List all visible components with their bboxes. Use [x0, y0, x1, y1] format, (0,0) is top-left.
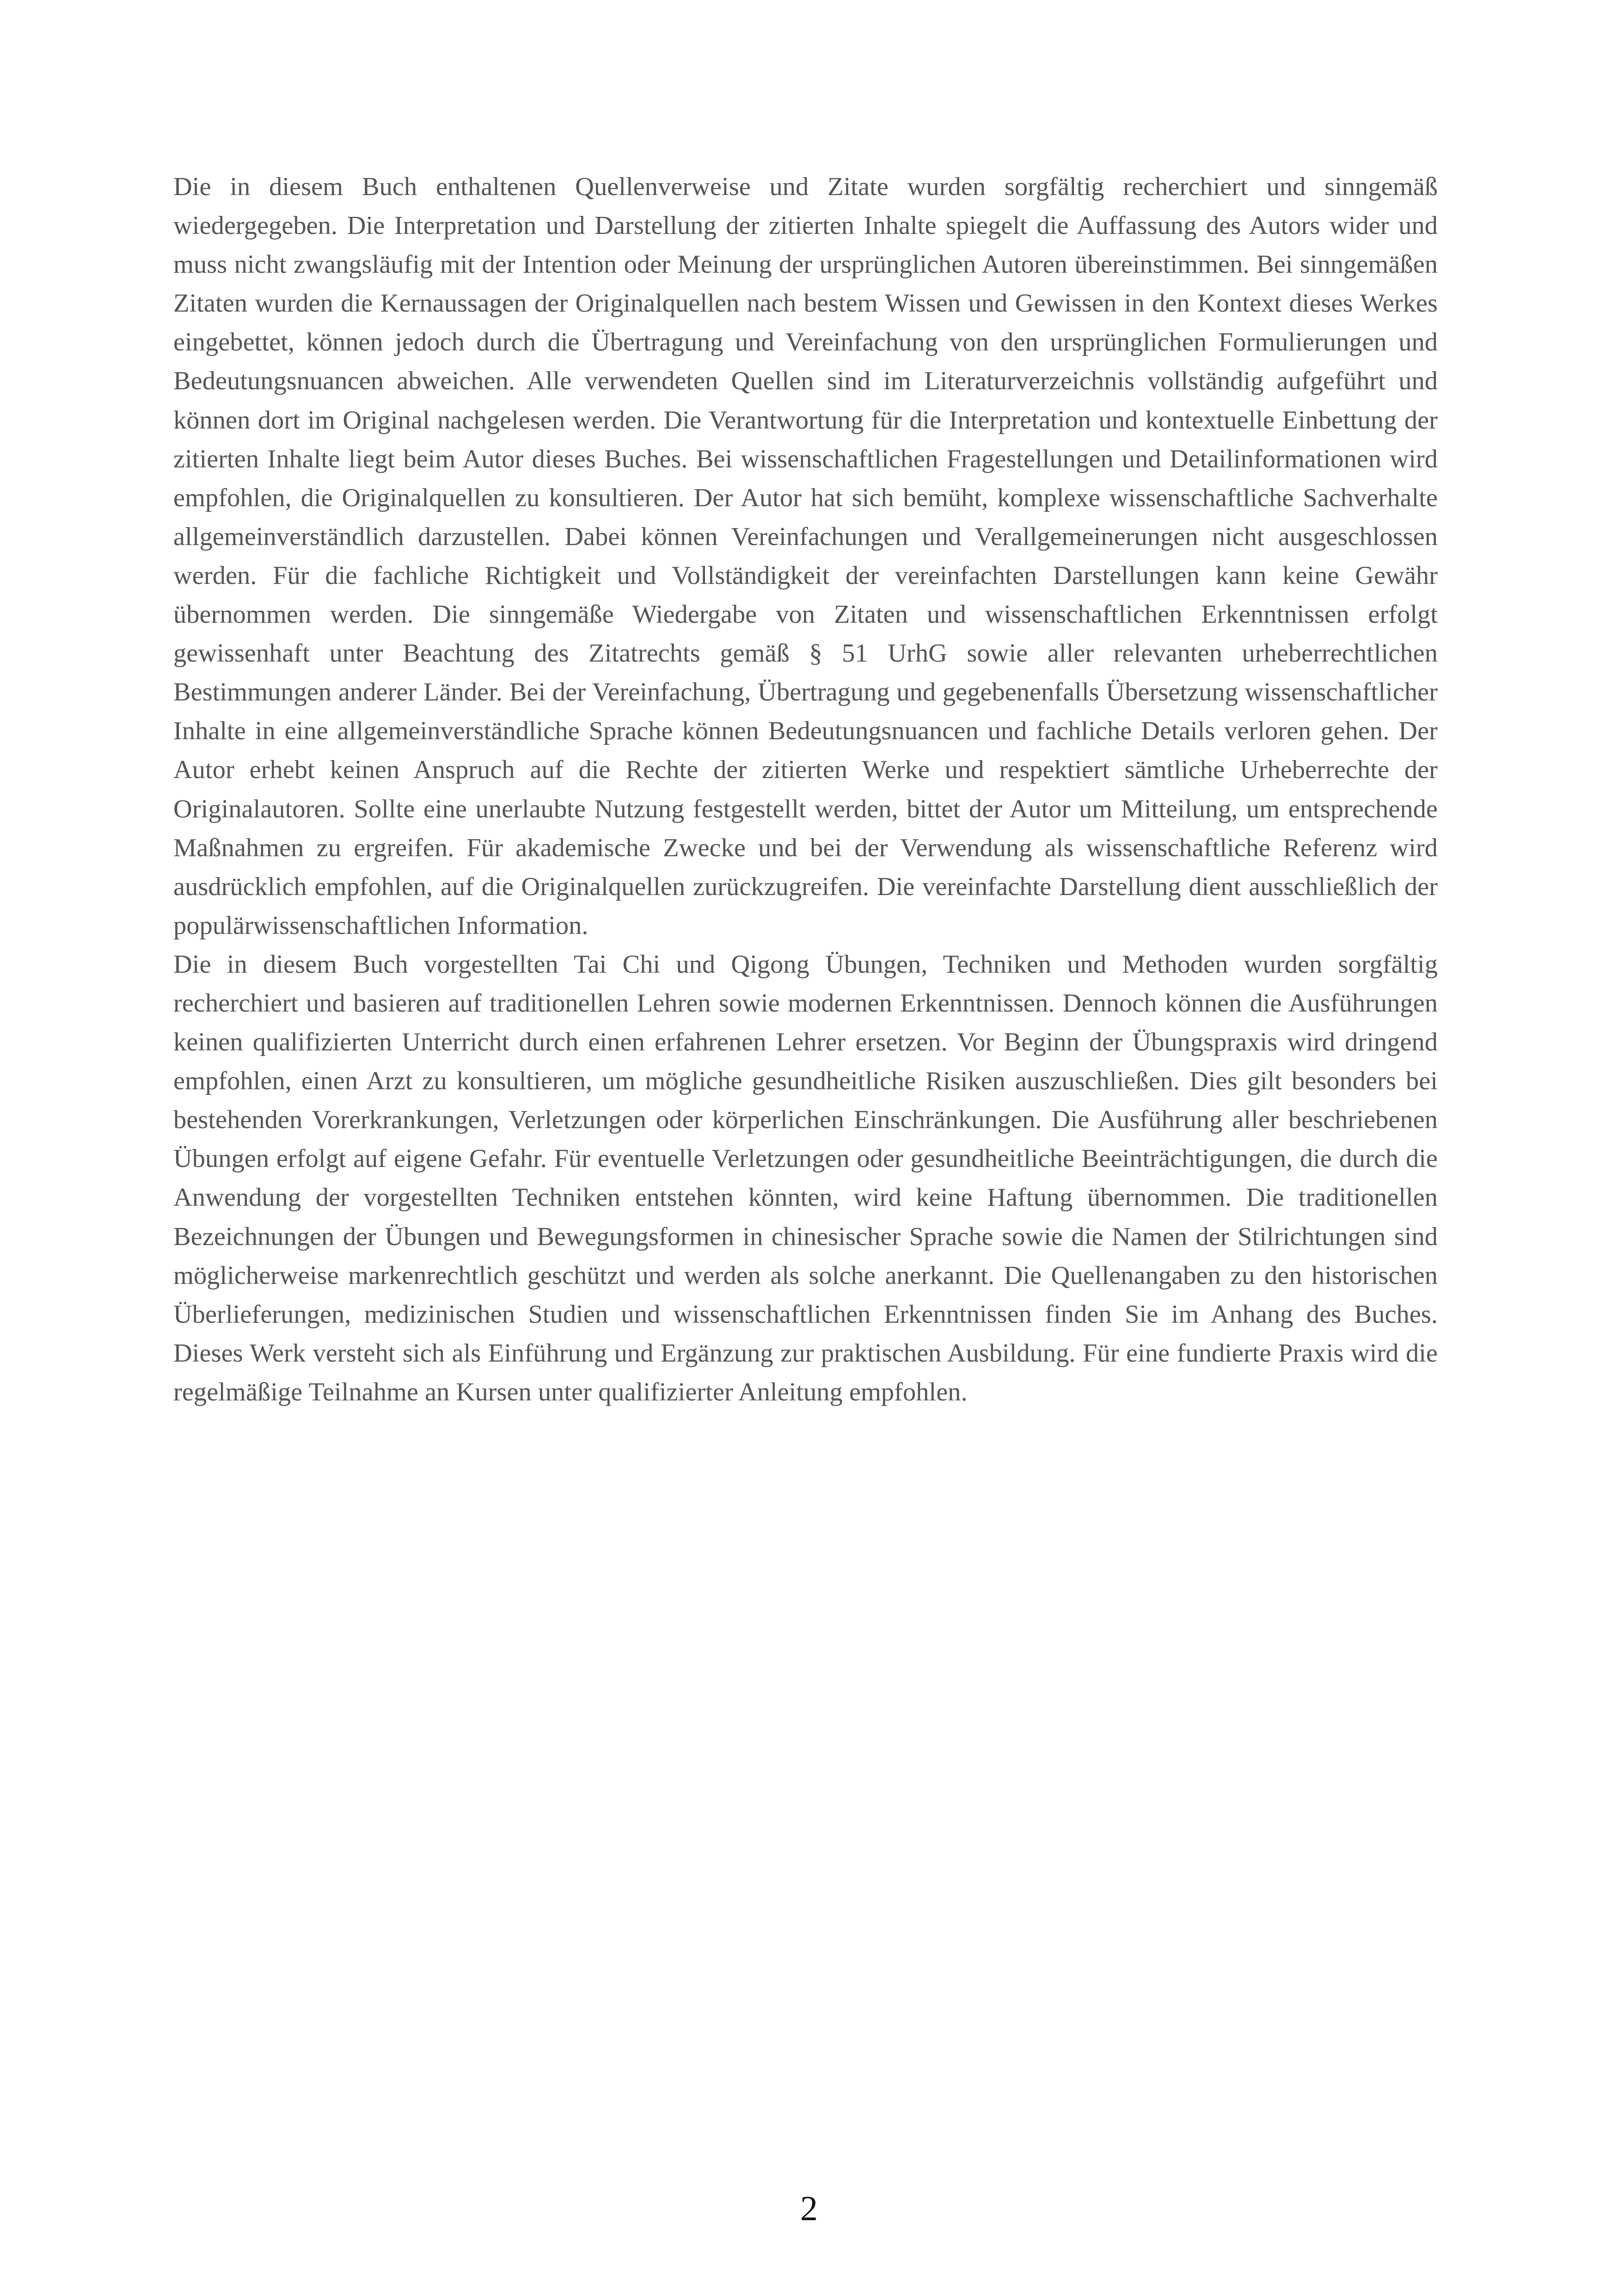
body-text [173, 167, 1438, 1412]
paragraph-practice-disclaimer: Die in diesem Buch vorgestellten Tai Chi und Qigong Übungen, Techniken und Methoden wurden sorgfältig recherchiert und basieren auf traditionellen Lehren sowie modernen Erkenntnissen. Dennoch können die Ausführungen keinen qualifizierten Unterricht durch einen erfahrenen Lehrer ersetzen. Vor Beginn der Übungspraxis wird dringend empfohlen, einen Arzt zu konsultieren, um mögliche gesundheitliche Risiken auszuschließen. Dies gilt besonders bei bestehenden Vorerkrankungen, Verletzungen oder körperlichen Einschränkungen. Die Ausführung aller beschriebenen Übungen erfolgt auf eigene Gefahr. Für eventuelle Verletzungen oder gesundheitliche Beeinträchtigungen, die durch die Anwendung der vorgestellten Techniken entstehen könnten, wird keine Haftung übernommen. Die traditionellen Bezeichnungen der Übungen und Bewegungsformen in chinesischer Sprache sowie die Namen der Stilrichtungen sind möglicherweise markenrechtlich geschützt und werden als solche anerkannt. Die Quellenangaben zu den historischen Überlieferungen, medizinischen Studien und wissenschaftlichen Erkenntnissen finden Sie im Anhang des Buches. Dieses Werk versteht sich als Einführung und Ergänzung zur praktischen Ausbildung. Für eine fundierte Praxis wird die regelmäßige Teilnahme an Kursen unter qualifizierter Anleitung empfohlen. [173, 950, 1438, 1406]
page-number: 2 [800, 2189, 818, 2228]
paragraph-sources-disclaimer: Die in diesem Buch enthaltenen Quellenverweise und Zitate wurden sorgfältig recherchiert und sinngemäß wiedergegeben. Die Interpretation und Darstellung der zitierten Inhalte spiegelt die Auffassung des Autors wider und muss nicht zwangsläufig mit der Intention oder Meinung der ursprünglichen Autoren übereinstimmen. Bei sinngemäßen Zitaten wurden die Kernaussagen der Originalquellen nach bestem Wissen und Gewissen in den Kontext dieses Werkes eingebettet, können jedoch durch die Übertragung und Vereinfachung von den ursprünglichen Formulierungen und Bedeutungsnuancen abweichen. Alle verwendeten Quellen sind im Literaturverzeichnis vollständig aufgeführt und können dort im Original nachgelesen werden. Die Verantwortung für die Interpretation und kontextuelle Einbettung der zitierten Inhalte liegt beim Autor dieses Buches. Bei wissenschaftlichen Fragestellungen und Detailinformationen wird empfohlen, die Originalquellen zu konsultieren. Der Autor hat sich bemüht, komplexe wissenschaftliche Sachverhalte allgemeinverständlich darzustellen. Dabei können Vereinfachungen und Verallgemeinerungen nicht ausgeschlossen werden. Für die fachliche Richtigkeit und Vollständigkeit der vereinfachten Darstellungen kann keine Gewähr übernommen werden. Die sinngemäße Wiedergabe von Zitaten und wissenschaftlichen Erkenntnissen erfolgt gewissenhaft unter Beachtung des Zitatrechts gemäß § 51 UrhG sowie aller relevanten urheberrechtlichen Bestimmungen anderer Länder. Bei der Vereinfachung, Übertragung und gegebenenfalls Übersetzung wissenschaftlicher Inhalte in eine allgemeinverständliche Sprache können Bedeutungsnuancen und fachliche Details verloren gehen. Der Autor erhebt keinen Anspruch auf die Rechte der zitierten Werke und respektiert sämtliche Urheberrechte der Originalautoren. Sollte eine unerlaubte Nutzung festgestellt werden, bittet der Autor um Mitteilung, um entsprechende Maßnahmen zu ergreifen. Für akademische Zwecke und bei der Verwendung als wissenschaftliche Referenz wird ausdrücklich empfohlen, auf die Originalquellen zurückzugreifen. Die vereinfachte Darstellung dient ausschließlich der populärwissenschaftlichen Information. [173, 172, 1438, 940]
